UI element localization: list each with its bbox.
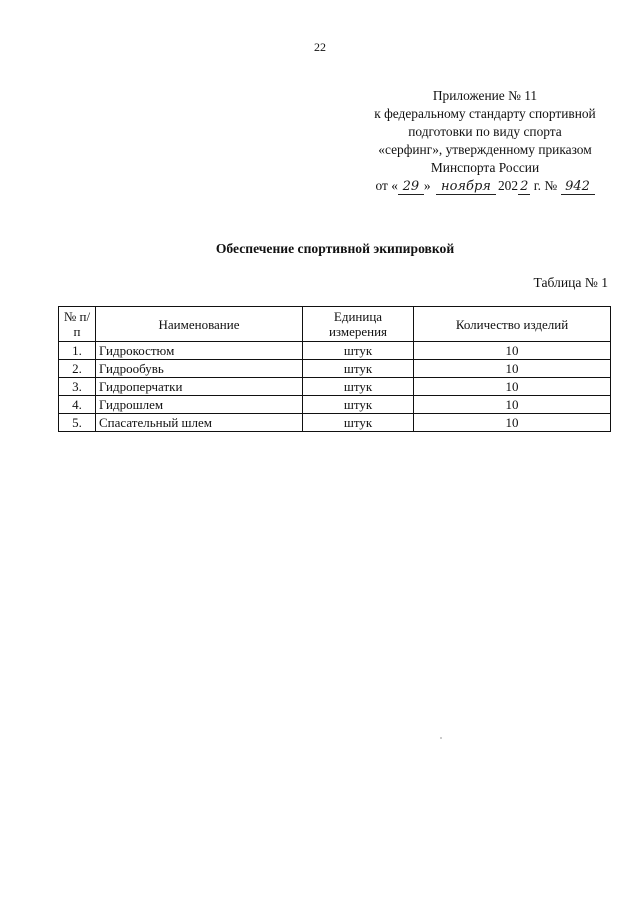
header-name: Наименование xyxy=(96,307,303,342)
row-qty: 10 xyxy=(414,342,611,360)
appendix-line-2: к федеральному стандарту спортивной xyxy=(374,106,596,121)
row-num: 4. xyxy=(59,396,96,414)
scan-speck xyxy=(440,737,442,739)
header-num: № п/п xyxy=(59,307,96,342)
table-row xyxy=(59,360,611,378)
date-year-suffix: г. № xyxy=(530,178,561,193)
row-unit: штук xyxy=(303,414,414,432)
row-num: 1. xyxy=(59,342,96,360)
appendix-line-4: «серфинг», утвержденному приказом xyxy=(378,142,592,157)
header-qty: Количество изделий xyxy=(414,307,611,342)
date-month-handwritten: ноября xyxy=(436,180,496,195)
row-qty: 10 xyxy=(414,378,611,396)
appendix-line-1: Приложение № 11 xyxy=(432,88,538,103)
row-name: Гидрошлем xyxy=(96,396,303,414)
row-unit: штук xyxy=(303,396,414,414)
table-label: Таблица № 1 xyxy=(533,275,608,290)
row-num: 2. xyxy=(59,360,96,378)
appendix-line-5: Минспорта России xyxy=(430,160,540,175)
row-num: 5. xyxy=(59,414,96,432)
header-unit: Единица измерения xyxy=(303,307,414,342)
row-qty: 10 xyxy=(414,360,611,378)
row-qty: 10 xyxy=(414,414,611,432)
row-name: Гидрокостюм xyxy=(96,342,303,360)
table-row xyxy=(59,342,611,360)
row-qty: 10 xyxy=(414,396,611,414)
row-unit: штук xyxy=(303,360,414,378)
appendix-date-line xyxy=(340,177,630,195)
date-prefix: от « xyxy=(375,178,398,193)
date-day-handwritten: 29 xyxy=(398,180,424,195)
date-year-digit-handwritten: 2 xyxy=(520,179,529,194)
table-header-row xyxy=(59,307,611,342)
order-number-handwritten: 942 xyxy=(561,180,595,195)
table-row xyxy=(59,378,611,396)
row-unit: штук xyxy=(303,342,414,360)
table-row xyxy=(59,396,611,414)
row-unit: штук xyxy=(303,378,414,396)
row-num: 3. xyxy=(59,378,96,396)
row-name: Гидрообувь xyxy=(96,360,303,378)
row-name: Гидроперчатки xyxy=(96,378,303,396)
date-quote-close: » xyxy=(423,178,431,193)
equipment-table xyxy=(58,306,611,432)
appendix-line-3: подготовки по виду спорта xyxy=(408,124,562,139)
date-year-prefix: 202 xyxy=(497,178,519,193)
document-title: Обеспечение спортивной экипировкой xyxy=(215,241,455,256)
page-number: 22 xyxy=(314,40,326,54)
appendix-header xyxy=(340,87,630,195)
row-name: Спасательный шлем xyxy=(96,414,303,432)
table-row xyxy=(59,414,611,432)
